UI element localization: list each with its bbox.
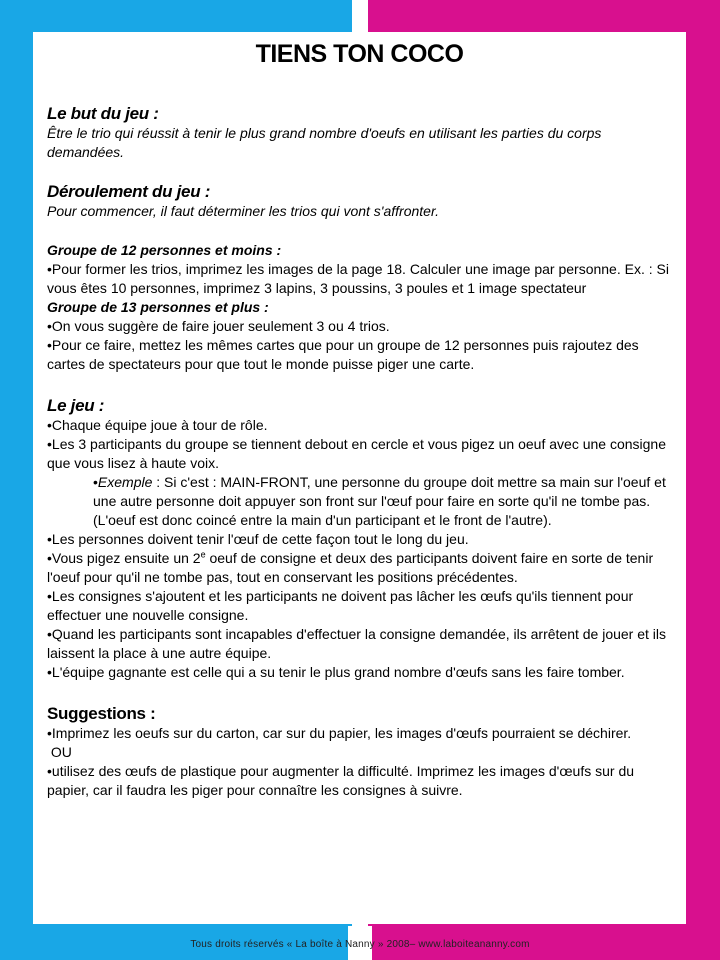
- jeu-item: •Chaque équipe joue à tour de rôle.: [47, 417, 268, 433]
- section-heading-jeu: Le jeu :: [47, 396, 105, 415]
- group2-item: •On vous suggère de faire jouer seulement 3 ou 4 trios.: [47, 318, 390, 334]
- jeu-item: [47, 549, 677, 587]
- jeu-example: [47, 473, 677, 530]
- section-heading-suggestions: Suggestions :: [47, 704, 156, 723]
- jeu-item: •Les 3 participants du groupe se tiennent debout en cercle et vous pigez un oeuf avec une consigne que vous lisez à haute voix.: [47, 436, 666, 471]
- document-content: [47, 104, 677, 800]
- page-title: TIENS TON COCO: [255, 40, 464, 68]
- group1-text: •Pour former les trios, imprimez les images de la page 18. Calculer une image par personne. Ex. : Si vous êtes 10 personnes, imprimez 3 lapins, 3 poussins, 3 poules et 1 image spectateur: [47, 261, 669, 296]
- section-heading-but: Le but du jeu :: [47, 104, 159, 123]
- suggestion-item: •utilisez des œufs de plastique pour augmenter la difficulté. Imprimez les images d'œufs sur du papier, car il faudra les piger pour connaître les consignes à suivre.: [47, 763, 635, 798]
- group1-heading: Groupe de 12 personnes et moins :: [47, 242, 282, 258]
- suggestion-item: •Imprimez les oeufs sur du carton, car sur du papier, les images d'œufs pourraient se déchirer.: [47, 725, 632, 741]
- group2-item: •Pour ce faire, mettez les mêmes cartes que pour un groupe de 12 personnes puis rajoutez des cartes de spectateurs pour que tout le monde puisse piger une carte.: [47, 337, 639, 372]
- jeu-item: •L'équipe gagnante est celle qui a su tenir le plus grand nombre d'œufs sans les faire tomber.: [47, 664, 625, 680]
- copyright-footer: Tous droits réservés « La boîte à Nanny » 2008– www.laboiteananny.com: [190, 939, 530, 950]
- but-text: Être le trio qui réussit à tenir le plus grand nombre d'oeufs en utilisant les parties du corps demandées.: [47, 125, 602, 160]
- jeu-item: •Les consignes s'ajoutent et les participants ne doivent pas lâcher les œufs qu'ils tiennent pour effectuer une nouvelle consigne.: [47, 588, 634, 623]
- group2-heading: Groupe de 13 personnes et plus :: [47, 299, 269, 315]
- example-label: Exemple: [97, 474, 153, 490]
- example-bullet: •: [93, 474, 98, 490]
- section-heading-deroulement: Déroulement du jeu :: [47, 182, 211, 201]
- deroulement-intro: Pour commencer, il faut déterminer les trios qui vont s'affronter.: [47, 203, 439, 219]
- suggestion-ou: OU: [47, 744, 72, 760]
- jeu-item4-end: oeuf de consigne et deux des participants doivent faire en sorte de tenir l'oeuf pour qu'il ne tombe pas, tout en conservant les positions précédentes.: [47, 550, 654, 585]
- jeu-item: •Quand les participants sont incapables d'effectuer la consigne demandée, ils arrêtent de jouer et ils laissent la place à une autre équipe.: [47, 626, 667, 661]
- ordinal-superscript: e: [200, 549, 206, 560]
- jeu-item: •Les personnes doivent tenir l'œuf de cette façon tout le long du jeu.: [47, 531, 469, 547]
- jeu-item4-start: •Vous pigez ensuite un 2: [47, 550, 201, 566]
- document-card: [33, 32, 686, 924]
- example-text: : Si c'est : MAIN-FRONT, une personne du groupe doit mettre sa main sur l'oeuf et une autre personne doit appuyer son front sur l'œuf pour faire en sorte qu'il ne tombe pas. (L'oeuf est donc coincé entre la main d'un participant et le front de l'autre).: [93, 474, 666, 528]
